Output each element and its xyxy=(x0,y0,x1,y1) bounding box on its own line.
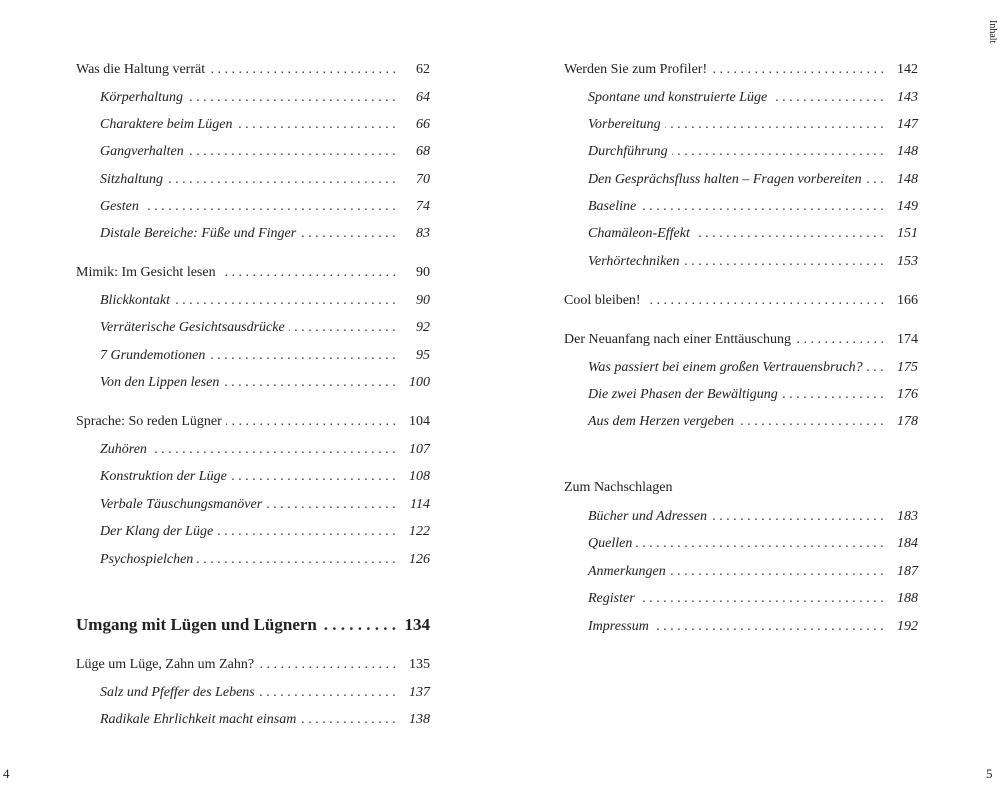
toc-entry-page: 83 xyxy=(416,226,430,241)
toc-entry-page: 178 xyxy=(897,414,918,429)
toc-entry-title: Sprache: So reden Lügner xyxy=(76,413,226,431)
toc-entry-page: 100 xyxy=(409,375,430,390)
toc-entry-page: 188 xyxy=(897,591,918,606)
toc-entry-page: 95 xyxy=(416,348,430,363)
toc-entry-page: 149 xyxy=(897,199,918,214)
toc-entry-page: 62 xyxy=(416,62,430,77)
toc-entry-page: 151 xyxy=(897,226,918,241)
toc-entry-title: Verhörtechniken xyxy=(588,253,684,271)
toc-entry-page: 148 xyxy=(897,172,918,187)
toc-entry-title: Lüge um Lüge, Zahn um Zahn? xyxy=(76,656,258,674)
toc-entry-title: Körperhaltung xyxy=(100,89,187,107)
toc-entry-title: Was die Haltung verrät xyxy=(76,61,209,79)
toc-entry-title: Radikale Ehrlichkeit macht einsam xyxy=(100,711,300,729)
toc-entry-page: 90 xyxy=(416,293,430,308)
toc-entry-title: Charaktere beim Lügen xyxy=(100,116,236,134)
toc-entry-page: 175 xyxy=(897,360,918,375)
toc-entry-page: 92 xyxy=(416,320,430,335)
toc-entry-title: Der Klang der Lüge xyxy=(100,523,217,541)
toc-entry-title: Psychospielchen xyxy=(100,551,197,569)
toc-entry-title: Blickkontakt xyxy=(100,292,174,310)
toc-entry-page: 66 xyxy=(416,117,430,132)
toc-entry-page: 184 xyxy=(897,536,918,551)
toc-entry-page: 176 xyxy=(897,387,918,402)
toc-entry-title: Verräterische Gesichtsausdrücke xyxy=(100,319,289,337)
toc-entry-title: Konstruktion der Lüge xyxy=(100,468,231,486)
toc-entry-title: Register xyxy=(588,590,639,608)
toc-entry-title: Durchführung xyxy=(588,143,672,161)
toc-entry-page: 192 xyxy=(897,619,918,634)
toc-entry-page: 122 xyxy=(409,524,430,539)
toc-entry-page: 142 xyxy=(897,62,918,77)
toc-entry-title: Was passiert bei einem großen Vertrauensbruch? xyxy=(588,359,867,377)
toc-entry-page: 148 xyxy=(897,144,918,159)
toc-entry-title: Mimik: Im Gesicht lesen xyxy=(76,264,220,282)
toc-entry-title: Gangverhalten xyxy=(100,143,188,161)
toc-entry-title: Zuhören xyxy=(100,441,151,459)
toc-entry-page: 90 xyxy=(416,265,430,280)
toc-entry-page: 153 xyxy=(897,254,918,269)
toc-entry-page: 74 xyxy=(416,199,430,214)
toc-entry-title: Anmerkungen xyxy=(588,563,670,581)
toc-entry-title: Cool bleiben! xyxy=(564,292,645,310)
toc-entry-title: Von den Lippen lesen xyxy=(100,374,223,392)
toc-entry-title: Chamäleon-Effekt xyxy=(588,225,694,243)
toc-entry-title: Vorbereitung xyxy=(588,116,665,134)
toc-entry-page: 143 xyxy=(897,90,918,105)
toc-entry-page: 126 xyxy=(409,552,430,567)
toc-entry-title: Bücher und Adressen xyxy=(588,508,711,526)
toc-entry-page: 183 xyxy=(897,509,918,524)
toc-entry-page: 64 xyxy=(416,90,430,105)
toc-entry-page: 114 xyxy=(410,497,430,512)
toc-entry-page: 138 xyxy=(409,712,430,727)
toc-entry-title: Salz und Pfeffer des Lebens xyxy=(100,684,259,702)
toc-entry-page: 187 xyxy=(897,564,918,579)
toc-entry-page: 147 xyxy=(897,117,918,132)
toc-entry-title: Aus dem Herzen vergeben xyxy=(588,413,738,431)
toc-entry-title: Die zwei Phasen der Bewältigung xyxy=(588,386,782,404)
toc-entry-title: Distale Bereiche: Füße und Finger xyxy=(100,225,300,243)
toc-entry-page: 174 xyxy=(897,332,918,347)
toc-appendix-heading: Zum Nachschlagen xyxy=(564,480,673,495)
toc-entry-title: Werden Sie zum Profiler! xyxy=(564,61,711,79)
toc-entry-page: 166 xyxy=(897,293,918,308)
toc-entry-title: Sitzhaltung xyxy=(100,171,167,189)
toc-entry-title: Gesten xyxy=(100,198,143,216)
toc-entry-title: Quellen xyxy=(588,535,636,553)
page-number-left: 4 xyxy=(3,766,10,781)
toc-entry-title: Der Neuanfang nach einer Enttäuschung xyxy=(564,331,795,349)
toc-entry-page: 104 xyxy=(409,414,430,429)
toc-entry-page: 70 xyxy=(416,172,430,187)
toc-entry-title: Umgang mit Lügen und Lügnern xyxy=(76,615,321,635)
toc-entry-page: 68 xyxy=(416,144,430,159)
toc-entry-page: 108 xyxy=(409,469,430,484)
toc-entry-title: Den Gesprächsfluss halten – Fragen vorbereiten xyxy=(588,171,866,189)
toc-entry-title: Impressum xyxy=(588,618,653,636)
toc-entry-title: Spontane und konstruierte Lüge xyxy=(588,89,771,107)
toc-entry-title: 7 Grundemotionen xyxy=(100,347,209,365)
toc-entry-page: 134 xyxy=(404,615,430,634)
toc-entry-title: Baseline xyxy=(588,198,640,216)
page-number-right: 5 xyxy=(986,766,993,781)
toc-entry-page: 107 xyxy=(409,442,430,457)
running-head: Inhalt xyxy=(987,20,998,44)
toc-entry-page: 135 xyxy=(409,657,430,672)
toc-entry-page: 137 xyxy=(409,685,430,700)
toc-entry-title: Verbale Täuschungsmanöver xyxy=(100,496,266,514)
